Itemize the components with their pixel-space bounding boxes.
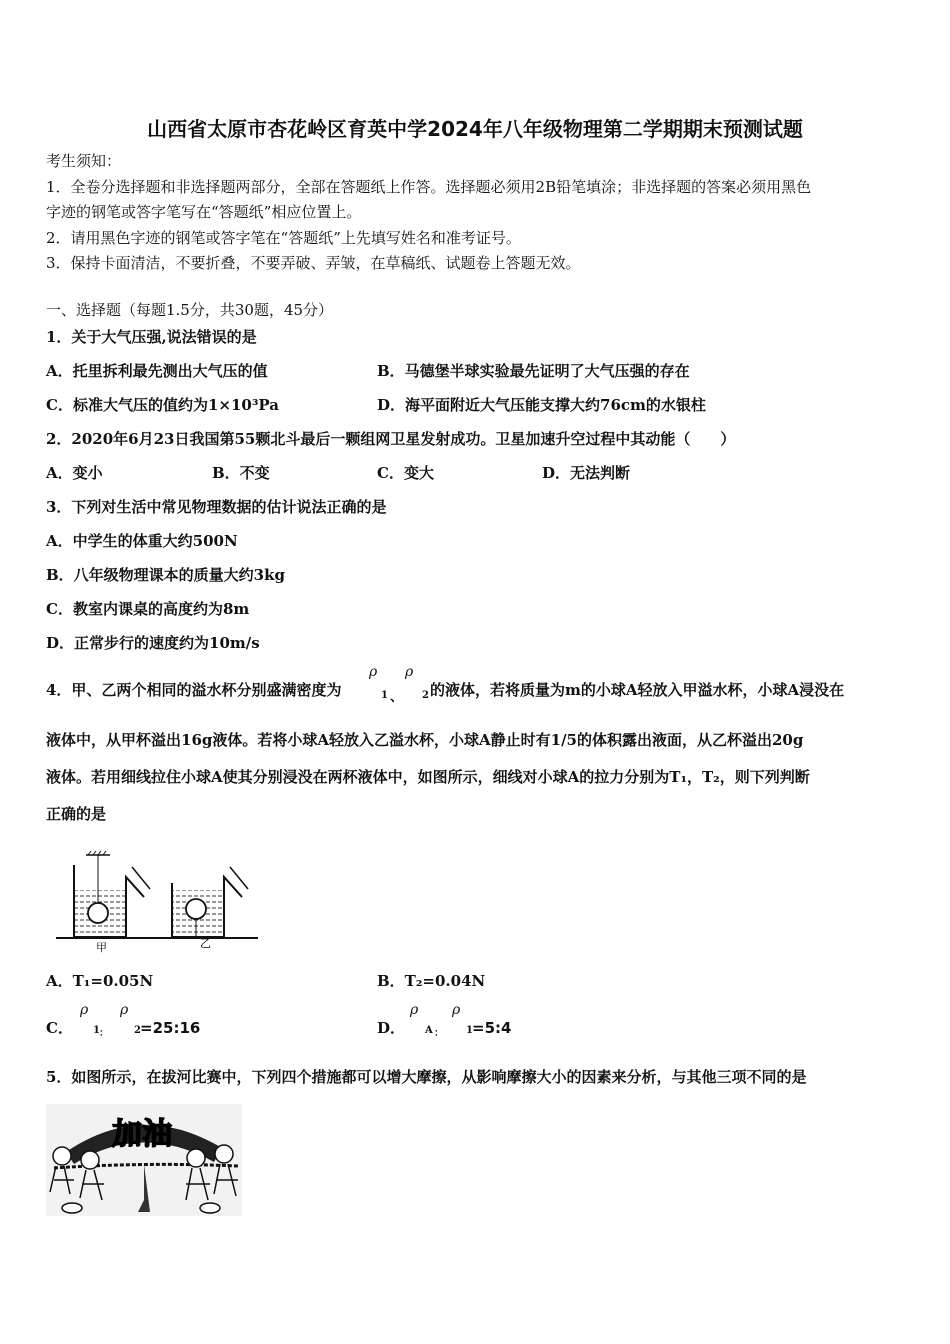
q2-stem: 2．2020年6月23日我国第55颗北斗最后一颗组网卫星发射成功。卫星加速升空过程中其动能（ ）: [46, 430, 736, 448]
q4-option-d-ratio: =5:4: [472, 1019, 512, 1037]
q4-c-rho-2-sub: 2: [134, 1025, 141, 1036]
q5-stem: 5．如图所示，在拔河比赛中，下列四个措施都可以增大摩擦，从影响摩擦大小的因素来分析，与其他三项不同的是: [46, 1068, 807, 1086]
q4-d-rho-A-sub: A: [425, 1025, 433, 1036]
q1-option-b: B．马德堡半球实验最先证明了大气压强的存在: [377, 362, 690, 380]
q4-option-c-label: C．: [46, 1019, 73, 1037]
q2-option-d: D．无法判断: [542, 464, 631, 482]
q4-c-rho-2: ρ: [120, 1002, 129, 1018]
q4-d-rho-1-sub: 1: [466, 1025, 473, 1036]
right-ball: [186, 899, 206, 919]
q4-option-c-ratio: =25:16: [140, 1019, 201, 1037]
q4-option-a: A．T₁=0.05N: [46, 972, 154, 990]
q4-rho-1: ρ: [369, 664, 378, 680]
q1-option-c: C．标准大气压的值约为1×10³Pa: [46, 396, 279, 414]
q4-c-rho-1-sub: 1: [93, 1025, 100, 1036]
q3-stem: 3．下列对生活中常见物理数据的估计说法正确的是: [46, 498, 387, 516]
q3-option-d: D．正常步行的速度约为10m/s: [46, 634, 260, 652]
q4-separator: 、: [390, 690, 404, 705]
q4-option-d-label: D．: [377, 1019, 406, 1037]
q4-stem-end: 的液体，若将质量为m的小球A轻放入甲溢水杯，小球A浸没在: [430, 681, 845, 699]
left-cup-label: 甲: [96, 941, 107, 954]
q4-rho-2: ρ: [405, 664, 414, 680]
right-cup-label: 乙: [200, 937, 211, 950]
q4-c-colon: ：: [99, 1028, 109, 1039]
banner-text: 加油: [112, 1117, 172, 1152]
q3-option-b: B．八年级物理课本的质量大约3kg: [46, 566, 285, 584]
q4-d-rho-1: ρ: [452, 1002, 461, 1018]
notice-heading: 考生须知：: [46, 152, 122, 170]
page-title: 山西省太原市杏花岭区育英中学2024年八年级物理第二学期期末预测试题: [147, 117, 803, 141]
q4-line-3: 液体。若用细线拉住小球A使其分别浸没在两杯液体中，如图所示，细线对小球A的拉力分别为T₁，T₂，则下列判断: [46, 768, 810, 786]
q3-option-a: A．中学生的体重大约500N: [46, 532, 238, 550]
q4-c-rho-1: ρ: [80, 1002, 89, 1018]
notice-item-3: 3．保持卡面清洁，不要折叠，不要弄破、弄皱，在草稿纸、试题卷上答题无效。: [46, 254, 581, 272]
q1-option-a: A．托里拆利最先测出大气压的值: [46, 362, 268, 380]
q1-stem: 1．关于大气压强,说法错误的是: [46, 328, 257, 346]
q2-option-b: B．不变: [212, 464, 270, 482]
notice-item-1: 1．全卷分选择题和非选择题两部分，全部在答题纸上作答。选择题必须用2B铅笔填涂；非选择题的答案必须用黑色: [46, 178, 812, 196]
q4-d-colon: ：: [434, 1028, 444, 1039]
tug-of-war-figure: [46, 1104, 242, 1216]
overflow-cups-figure: [52, 845, 262, 955]
q2-option-a: A．变小: [46, 464, 103, 482]
q1-option-d: D．海平面附近大气压能支撑大约76cm的水银柱: [377, 396, 706, 414]
q4-rho-1-sub: 1: [381, 690, 388, 701]
q4-line-2: 液体中，从甲杯溢出16g液体。若将小球A轻放入乙溢水杯，小球A静止时有1/5的体积露出液面，从乙杯溢出20g: [46, 731, 804, 749]
q4-stem-start: 4．甲、乙两个相同的溢水杯分别盛满密度为: [46, 681, 342, 699]
q4-d-rho-A: ρ: [410, 1002, 419, 1018]
q4-rho-2-sub: 2: [422, 690, 429, 701]
q4-line-4: 正确的是: [46, 805, 107, 823]
notice-item-1-cont: 字迹的钢笔或答字笔写在“答题纸”相应位置上。: [46, 203, 362, 221]
left-ball: [88, 903, 108, 923]
q3-option-c: C．教室内课桌的高度约为8m: [46, 600, 250, 618]
q4-option-b: B．T₂=0.04N: [377, 972, 486, 990]
notice-item-2: 2．请用黑色字迹的钢笔或答字笔在“答题纸”上先填写姓名和准考证号。: [46, 229, 521, 247]
q2-option-c: C．变大: [377, 464, 434, 482]
section-heading: 一、选择题（每题1.5分，共30题，45分）: [46, 301, 334, 319]
